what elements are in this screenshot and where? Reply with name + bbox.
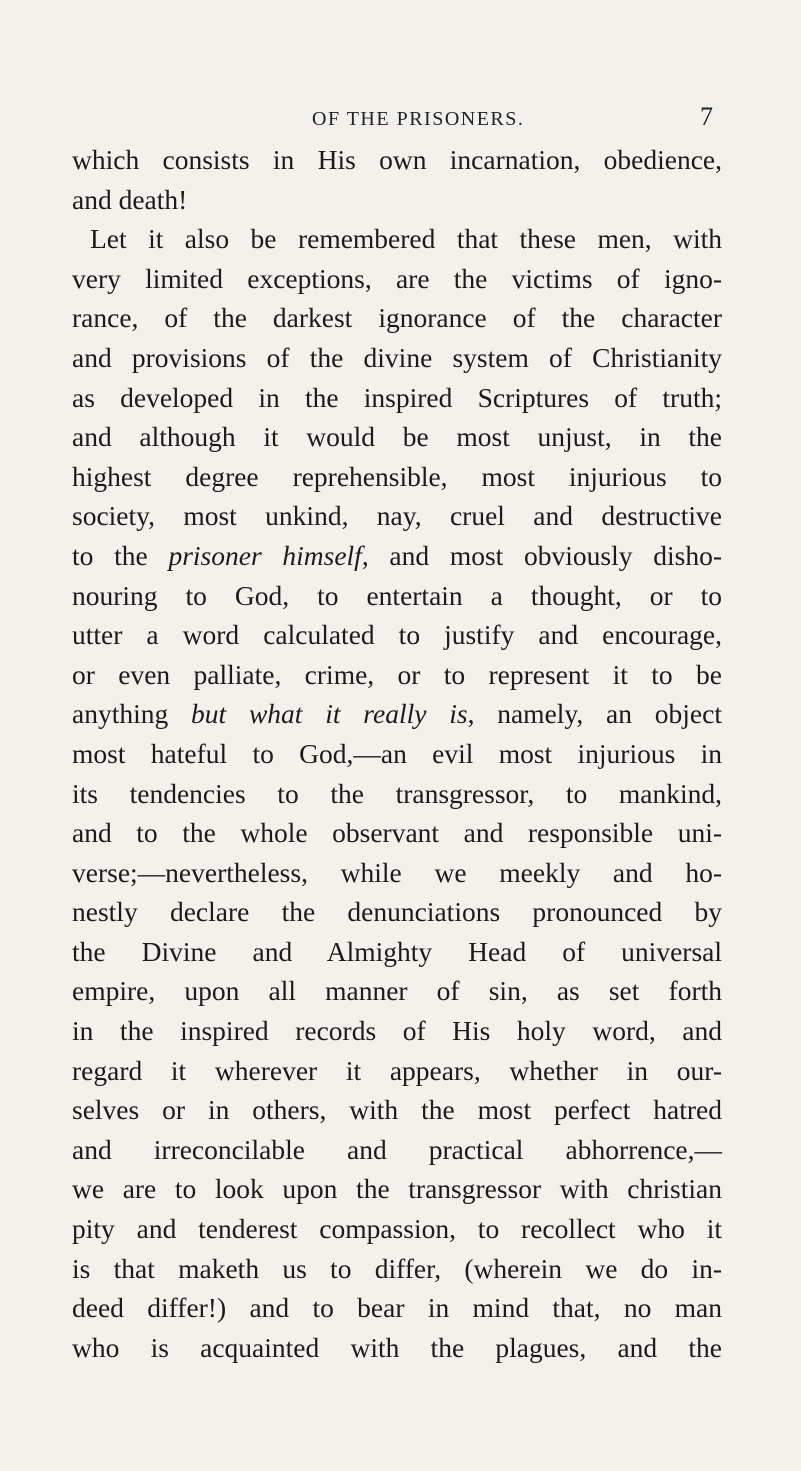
- text-line: very limited exceptions, are the victims of igno-: [72, 262, 722, 294]
- text-line: regard it wherever it appears, whether in our-: [72, 1054, 722, 1086]
- text-line: rance, of the darkest ignorance of the character: [72, 302, 722, 334]
- text-line: society, most unkind, nay, cruel and destructive: [72, 500, 722, 532]
- text-line: and to the whole observant and responsible uni-: [72, 817, 722, 849]
- text-line: nestly declare the denunciations pronounced by: [72, 896, 722, 928]
- text-line: nouring to God, to entertain a thought, or to: [72, 579, 722, 611]
- text-line: verse;—nevertheless, while we meekly and ho-: [72, 856, 722, 888]
- text-line: Let it also be remembered that these men, with: [90, 223, 722, 255]
- text-line: empire, upon all manner of sin, as set forth: [72, 975, 722, 1007]
- text-line: as developed in the inspired Scriptures of truth;: [72, 381, 722, 413]
- text-line: and provisions of the divine system of Christianity: [72, 341, 722, 373]
- text-fragment: to the: [72, 539, 169, 571]
- text-fragment: , namely, an object: [467, 698, 722, 730]
- running-head-title: OF THE PRISONERS.: [312, 108, 525, 130]
- text-line: who is acquainted with the plagues, and the: [72, 1331, 722, 1363]
- page-number: 7: [700, 102, 713, 131]
- text-fragment: , and most obviously disho-: [361, 539, 723, 571]
- italic-phrase: prisoner himself: [168, 539, 362, 571]
- text-line: we are to look upon the transgressor with christian: [72, 1173, 722, 1205]
- text-line: highest degree reprehensible, most injurious to: [72, 460, 722, 492]
- text-line: the Divine and Almighty Head of universal: [72, 935, 722, 967]
- text-line: pity and tenderest compassion, to recollect who it: [72, 1213, 722, 1245]
- text-line: and irreconcilable and practical abhorrence,—: [72, 1133, 722, 1165]
- text-line: in the inspired records of His holy word, and: [72, 1015, 722, 1047]
- text-fragment: anything: [72, 698, 192, 730]
- text-line: utter a word calculated to justify and encourage,: [72, 619, 722, 651]
- text-line: deed differ!) and to bear in mind that, no man: [72, 1292, 722, 1324]
- text-line: and although it would be most unjust, in the: [72, 421, 722, 453]
- text-line: is that maketh us to differ, (wherein we do in-: [72, 1252, 722, 1284]
- text-line: which consists in His own incarnation, obedience,: [72, 144, 722, 175]
- text-line: most hateful to God,—an evil most injurious in: [72, 737, 722, 769]
- text-line-with-italic: [72, 536, 722, 576]
- text-line: or even palliate, crime, or to represent it to be: [72, 658, 722, 690]
- text-line: its tendencies to the transgressor, to mankind,: [72, 777, 722, 809]
- text-line: selves or in others, with the most perfect hatred: [72, 1094, 722, 1126]
- text-line-with-italic: [72, 694, 722, 734]
- body-text: [72, 140, 722, 1367]
- text-line: and death!: [72, 183, 188, 215]
- italic-phrase: but what it really is: [191, 698, 468, 730]
